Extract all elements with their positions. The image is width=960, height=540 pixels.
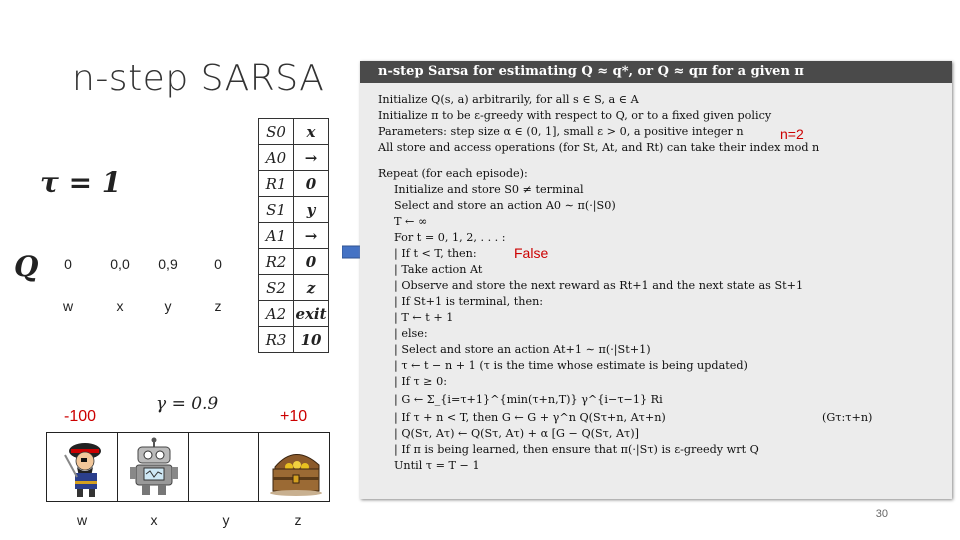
table-row [259, 145, 329, 171]
algo-side-note: (Gτ:τ+n) [822, 411, 873, 424]
grid-label-z: z [294, 512, 302, 528]
algo-line: | If π is being learned, then ensure that π(·|Sτ) is ε-greedy wrt Q [394, 443, 759, 456]
table-row [259, 119, 329, 145]
treasure-chest-icon [263, 437, 327, 499]
seq-key: S0 [259, 119, 294, 145]
n-value-annotation: n=2 [780, 126, 804, 142]
algo-line: Parameters: step size α ∈ (0, 1], small ε > 0, a positive integer n [378, 125, 744, 138]
seq-key: R3 [259, 327, 294, 353]
tau-label: τ = 1 [40, 166, 122, 199]
grid-label-w: w [76, 512, 88, 528]
reward-right: +10 [280, 408, 308, 425]
robot-icon [122, 437, 186, 499]
algo-line: All store and access operations (for St, At, and Rt) can take their index mod n [378, 141, 820, 154]
table-row [259, 197, 329, 223]
seq-value: y [294, 197, 329, 223]
algo-line: Select and store an action A0 ∼ π(·|S0) [394, 199, 616, 212]
seq-value: 0 [294, 249, 329, 275]
gridworld [46, 432, 330, 502]
algorithm-header: n-step Sarsa for estimating Q ≈ q*, or Q ≈ qπ for a given π [360, 61, 952, 83]
algo-line: Repeat (for each episode): [378, 167, 528, 180]
state-label-z: z [214, 298, 222, 314]
algo-line: | Observe and store the next reward as Rt+1 and the next state as St+1 [394, 279, 804, 292]
seq-value: 0 [294, 171, 329, 197]
q-value-x: 0,0 [110, 256, 130, 272]
algo-line: Initialize π to be ε-greedy with respect to Q, or to a fixed given policy [378, 109, 772, 122]
seq-value: → [294, 145, 329, 171]
seq-value: exit [294, 301, 329, 327]
table-row [259, 249, 329, 275]
slide-title: n-step SARSA [72, 58, 325, 99]
episode-sequence-table [258, 118, 329, 353]
algo-line: | Take action At [394, 263, 483, 276]
algo-line: | else: [394, 327, 428, 340]
algo-line: | Q(Sτ, Aτ) ← Q(Sτ, Aτ) + α [G − Q(Sτ, Aτ)] [394, 427, 639, 440]
table-row [259, 171, 329, 197]
grid-label-y: y [222, 512, 230, 528]
grid-cell-z [259, 433, 329, 501]
algo-line: | If τ + n < T, then G ← G + γ^n Q(Sτ+n, Aτ+n) [394, 411, 666, 424]
algo-line: Initialize and store S0 ≠ terminal [394, 183, 584, 196]
seq-key: S1 [259, 197, 294, 223]
algo-line: | τ ← t − n + 1 (τ is the time whose estimate is being updated) [394, 359, 748, 372]
seq-value: → [294, 223, 329, 249]
algo-line: Until τ = T − 1 [394, 459, 480, 472]
algo-line: | If τ ≥ 0: [394, 375, 448, 388]
algo-line: | T ← t + 1 [394, 311, 454, 324]
algo-line: T ← ∞ [394, 215, 428, 228]
seq-value: z [294, 275, 329, 301]
table-row [259, 223, 329, 249]
table-row [259, 301, 329, 327]
table-row [259, 327, 329, 353]
seq-key: S2 [259, 275, 294, 301]
seq-key: A2 [259, 301, 294, 327]
algo-line: | If t < T, then: [394, 247, 477, 260]
algo-line: Initialize Q(s, a) arbitrarily, for all s ∈ S, a ∈ A [378, 93, 639, 106]
grid-cell-y [189, 433, 260, 501]
condition-annotation: False [514, 245, 549, 261]
grid-cell-w [47, 433, 118, 501]
algo-line: | If St+1 is terminal, then: [394, 295, 544, 308]
seq-key: A1 [259, 223, 294, 249]
algo-line: | Select and store an action At+1 ∼ π(·|St+1) [394, 343, 651, 356]
table-row [259, 275, 329, 301]
reward-left: -100 [64, 408, 97, 425]
seq-key: A0 [259, 145, 294, 171]
pirate-icon [51, 437, 115, 499]
algo-line: | G ← Σ_{i=τ+1}^{min(τ+n,T)} γ^{i−τ−1} Ri [394, 393, 663, 406]
q-value-z: 0 [214, 256, 222, 272]
seq-key: R1 [259, 171, 294, 197]
q-value-y: 0,9 [158, 256, 178, 272]
gamma-label: γ = 0.9 [156, 394, 219, 414]
state-label-x: x [116, 298, 124, 314]
q-symbol: Q [14, 250, 39, 283]
algo-line: For t = 0, 1, 2, . . . : [394, 231, 506, 244]
state-label-y: y [164, 298, 172, 314]
page-number: 30 [875, 508, 888, 520]
seq-key: R2 [259, 249, 294, 275]
grid-label-x: x [150, 512, 158, 528]
q-value-w: 0 [64, 256, 72, 272]
seq-value: 10 [294, 327, 329, 353]
grid-cell-x [118, 433, 189, 501]
algorithm-box [360, 61, 952, 499]
seq-value: x [294, 119, 329, 145]
state-label-w: w [62, 298, 74, 314]
